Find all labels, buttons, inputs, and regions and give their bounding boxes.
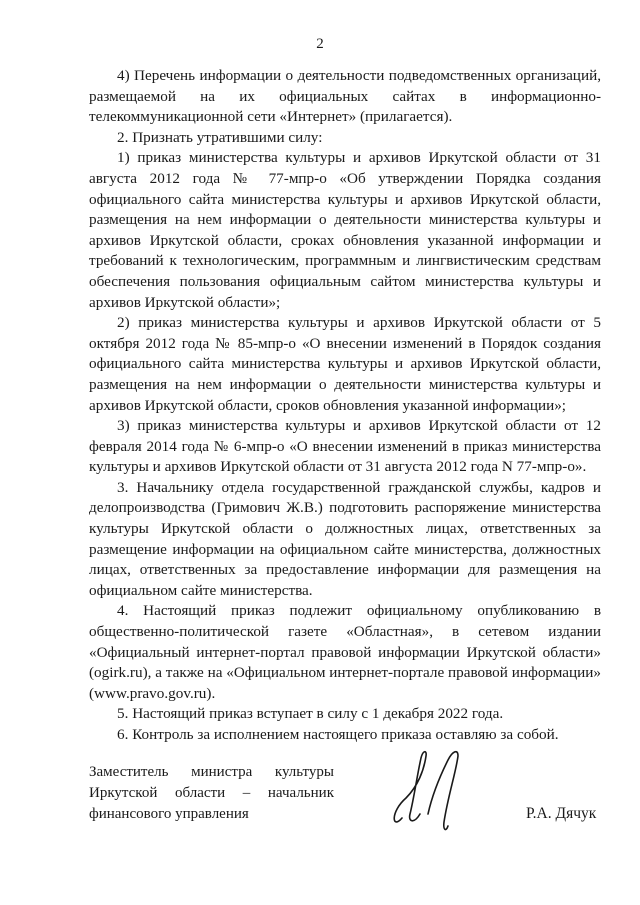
paragraph-clause-6: 6. Контроль за исполнением настоящего приказа оставляю за собой. <box>117 726 559 743</box>
signer-position-line: финансового управления <box>89 806 249 822</box>
paragraph-clause-3: 3. Начальнику отдела государственной гражданской службы, кадров и делопроизводства (Гримович Ж.В.) подготовить распоряжение министерства культуры Иркутской области о должностных лицах, ответственных за размещение информации на официальном сайте министерства, должностных лицах, ответственных за предоставление информации для размещения на официальном сайте министерства. <box>89 478 601 599</box>
paragraph-clause-5: 5. Настоящий приказ вступает в силу с 1 декабря 2022 года. <box>117 705 504 723</box>
signer-position <box>89 762 334 825</box>
paragraph-clause-2: 2. Признать утратившими силу: <box>117 128 323 146</box>
paragraph-list-item-4: 4) Перечень информации о деятельности подведомственных организаций, размещаемой на их официальных сайтах в информационно-телекоммуникационной сети «Интернет» (прилагается). <box>89 67 601 126</box>
paragraph-clause-4: 4. Настоящий приказ подлежит официальному опубликованию в общественно-политической газете «Областная», в сетевом издании «Официальный интернет-портал правовой информации Иркутской области» (ogirk.ru), а также на «Официальном интернет-портале правовой информации» (www.pravo.gov.ru). <box>89 602 601 702</box>
signer-name: Р.А. Дячук <box>526 805 597 822</box>
signer-position-line: Заместитель министра культуры <box>89 764 334 780</box>
page-number: 2 <box>316 36 324 52</box>
paragraph-repealed-order-3: 3) приказ министерства культуры и архивов Иркутской области от 12 февраля 2014 года № 6-мпр-о «О внесении изменений в приказ министерства культуры и архивов Иркутской области от 31 августа 2012 года N 77-мпр-о». <box>89 417 601 476</box>
paragraph-repealed-order-2: 2) приказ министерства культуры и архивов Иркутской области от 5 октября 2012 года № 85-мпр-о «О внесении изменений в Порядок создания официального сайта министерства культуры и архивов Иркутской области, размещения на нем информации о деятельности министерства культуры и архивов Иркутской области, сроков обновления указанной информации»; <box>89 314 601 414</box>
paragraph-repealed-order-1: 1) приказ министерства культуры и архивов Иркутской области от 31 августа 2012 года № 77-мпр-о «Об утверждении Порядка создания официального сайта министерства культуры и архивов Иркутской области, размещения на нем информации о деятельности министерства культуры и архивов Иркутской области, сроках обновления указанной информации и требований к технологическим, программным и лингвистическим средствам обеспечения пользования официальным сайтом министерства культуры и архивов Иркутской области»; <box>89 149 601 311</box>
handwritten-signature <box>388 740 488 840</box>
document-body <box>89 66 601 746</box>
signer-position-line: Иркутской области – начальник <box>89 785 334 801</box>
